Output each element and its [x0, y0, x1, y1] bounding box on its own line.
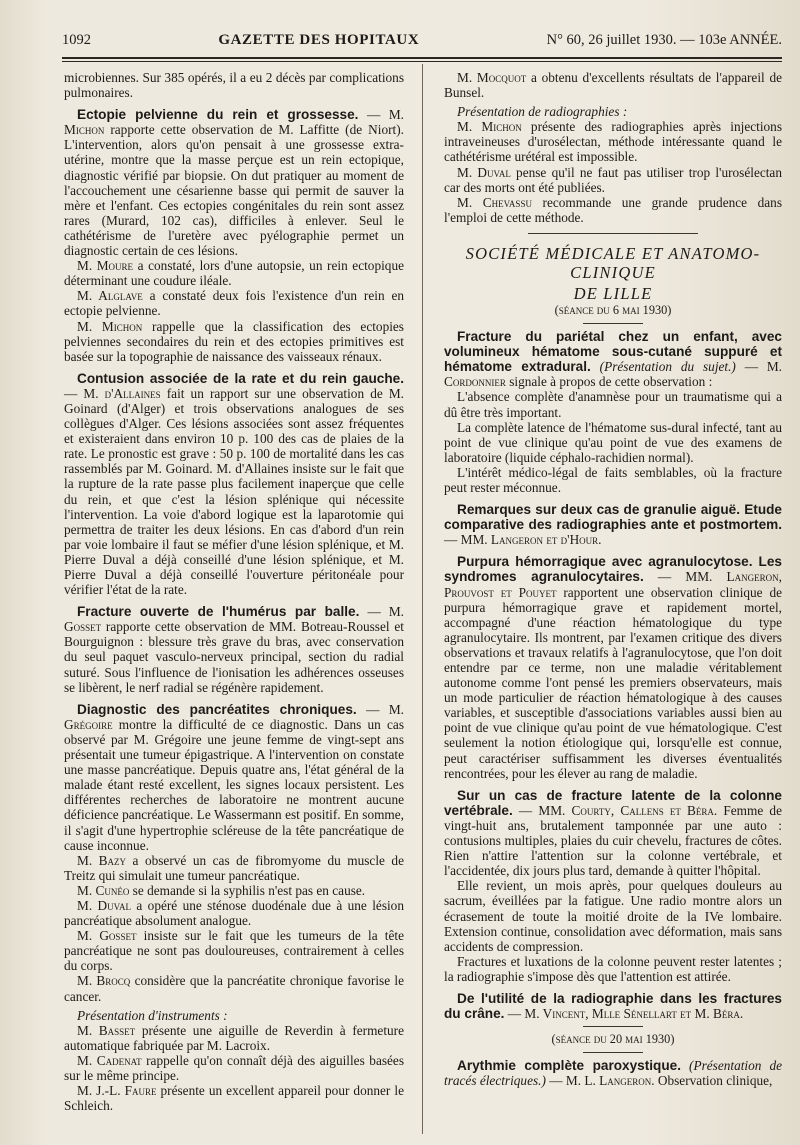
author: M. Cunéo: [77, 882, 130, 898]
author: M. Alglave: [77, 288, 143, 304]
article-body: rapportent une observation clinique de purpura hémorragique grave et rapidement mortel, accompagné d'une réaction hématologique du type agranulocytaire. Ils montrent, par l'examen critique des divers observations et travaux relatifs à l'agranulocytose, que l'on doit entendre par ce terme, non une maladie véritablement autonome comme l'ont pensé les premiers observateurs, mais un mode particulier de réaction hématologique à des causes variables, et susceptible d'associations variables aussi bien au point de vue clinique qu'au point de vue hématologique. C'est seulement la notion étiologique qui, lorsqu'elle est connue, peut caractériser suffisamment les diverses éventualités rencontrées, pour les élever au rang de maladie.: [444, 584, 782, 781]
article-title: Ectopie pelvienne du rein et grossesse.: [77, 107, 359, 123]
paragraph: M. Cadenat rappelle qu'on connaît déjà des aiguilles basées sur le même principe.: [64, 1052, 405, 1083]
article-title: Fracture du pariétal chez un enfant, avec volumineux hématome sous-cutané suppuré et hématome extradural.: [444, 329, 782, 375]
paragraph: microbiennes. Sur 385 opérés, il a eu 2 décès par complications pulmonaires.: [64, 70, 404, 101]
page-header: [62, 32, 782, 54]
author: M. Brocq: [77, 973, 131, 989]
author: M. Michon: [64, 107, 404, 138]
paragraph: La complète latence de l'hématome sus-dural infecté, tant au point de vue clinique qu'au point de vue des examens de laboratoire (liquide céphalo-rachidien normal).: [444, 419, 782, 465]
article-purpura: Purpura hémorragique avec agranulocytose. Les syndromes agranulocytaires. — MM. Langeron, Prouvost et Pouyet rapportent une observation clinique de purpura hémorragique grave et rapidement mortel, accompagné d'une réaction hématologique du type agranulocytaire. Ils montrent, par l'examen critique des divers observations et travaux relatifs à l'agranulocytose, que l'on doit entendre par ce terme, non une maladie véritablement autonome comme l'ont pensé les premiers observateurs, mais un mode particulier de réaction hématologique à des causes variables, et susceptible d'associations variables aussi bien au point de vue clinique qu'au point de vue hématologique. C'est seulement la notion étiologique qui, lorsqu'elle est connue, peut caractériser suffisamment les diverses éventualités rencontrées, pour les élever au rang de maladie.: [444, 554, 782, 781]
short-rule: [583, 323, 643, 324]
article-title: Fracture ouverte de l'humérus par balle.: [77, 604, 360, 620]
author: M. L. Langeron.: [565, 1073, 655, 1089]
paragraph: Fractures et luxations de la colonne peuvent rester latentes ; la radiographie s'impose dès que l'attention est attirée.: [444, 953, 782, 984]
session-date: (séance du 20 mai 1930): [551, 1032, 675, 1047]
paragraph: Elle revient, un mois après, pour quelques douleurs au sacrum, éveillées par la fatigue. Une radio montre alors un écrasement de toute la moitié droite de la IVe lombaire. Extension continue, consolidation avec déformation, mais sans accidents de compression.: [444, 878, 782, 954]
author: M. Bazy: [77, 852, 127, 868]
section-rule: [528, 233, 698, 234]
article-body: rapporte cette observation de M. Laffitte (de Niort). L'intervention, alors qu'on pensait à une grossesse extra-utérine, montre que la masse perçue est un rein ectopique, diagnostic vérifié par biopsie. On dut pratiquer au moment de l'accouchement une césarienne basse qui permit de sauver la mère et l'enfant. Ces ectopies congénitales du rein sont assez rares (Murard, 102 cas), difficiles à enlever. Seul le cathétérisme de l'uretère avec pyélographie permet un diagnostic certain de ces lésions.: [64, 122, 404, 259]
article-title: De l'utilité de la radiographie dans les fractures du crâne.: [444, 990, 782, 1022]
subsection-heading: Présentation de radiographies :: [457, 104, 628, 120]
author: M. Cadenat: [77, 1052, 142, 1068]
article-colonne: Sur un cas de fracture latente de la colonne vertébrale. — MM. Courty, Callens et Béra. Femme de vingt-huit ans, brutalement tamponnée par une auto : contusions multiples, plaies du cuir chevelu, fractures de côtes. Rien n'attire l'attention sur la colonne vertébrale, et l'accidentée, dix jours plus tard, demande à quitter l'hôpital.: [444, 787, 782, 879]
paragraph: L'intérêt médico-légal de faits semblables, où la fracture peut rester méconnue.: [444, 464, 782, 495]
author: M. Michon: [77, 318, 143, 334]
article-title: Purpura hémorragique avec agranulocytose. Les syndromes agranulocytaires.: [444, 554, 782, 585]
author: MM. Courty, Callens et Béra.: [538, 802, 718, 818]
paragraph: M. Basset présente une aiguille de Reverdin à fermeture automatique fabriquée par M. Lacroix.: [64, 1022, 404, 1053]
short-rule: [583, 1026, 643, 1027]
article-title: Contusion associée de la rate et du rein gauche.: [77, 370, 404, 386]
article-fracture-humerus: Fracture ouverte de l'humérus par balle. — M. Gosset rapporte cette observation de MM. Botreau-Roussel et Bourguignon : blessure très grave du bras, avec conservation du seul paquet vasculo-nerveux principal, section du radial suturé. Sous l'influence de l'ionisation les adhérences osseuses se libèrent, le nerf radial se régénère rapidement.: [64, 604, 404, 695]
paragraph: L'absence complète d'anamnèse pour un traumatisme qui a dû être très important.: [444, 389, 782, 420]
paragraph: M. Cunéo se demande si la syphilis n'est pas en cause.: [77, 882, 366, 898]
society-title-line2: DE LILLE: [573, 283, 653, 303]
author: M. J.-L. Faure: [77, 1083, 157, 1099]
author: M. Vincent, Mlle Sénellart et M. Béra.: [524, 1006, 744, 1022]
issue-info: N° 60, 26 juillet 1930. — 103e ANNÉE.: [546, 32, 782, 48]
article-utilite: De l'utilité de la radiographie dans les fractures du crâne. — M. Vincent, Mlle Sénellart et M. Béra.: [444, 990, 782, 1022]
society-title: SOCIÉTÉ MÉDICALE ET ANATOMO-CLINIQUE: [465, 243, 761, 282]
author: M. Mocquot: [457, 70, 527, 85]
author: M. Grégoire: [64, 701, 404, 732]
journal-title: GAZETTE DES HOPITAUX: [218, 32, 420, 48]
paragraph: M. J.-L. Faure présente un excellent appareil pour donner le Schleich.: [64, 1083, 404, 1114]
session-date: (séance du 6 mai 1930): [554, 302, 672, 317]
paragraph: M. Bazy a observé un cas de fibromyome du muscle de Treitz qui simulait une tumeur pancréatique.: [64, 852, 404, 883]
author: M. Gosset: [64, 604, 404, 635]
article-ectopie: Ectopie pelvienne du rein et grossesse. — M. Michon rapporte cette observation de M. Laffitte (de Niort). L'intervention, alors qu'on pensait à une grossesse extra-utérine, montre que la masse perçue est un rein ectopique, diagnostic vérifié par biopsie. On dut pratiquer au moment de l'accouchement une césarienne basse qui permit de sauver la mère et l'enfant. Ces ectopies congénitales du rein sont assez rares (Murard, 102 cas), difficiles à enlever. Seul le cathétérisme de l'uretère avec pyélographie permet un diagnostic certain de ces lésions.: [64, 107, 404, 259]
article-body: rapporte cette observation de MM. Botreau-Roussel et Bourguignon : blessure très grave du bras, avec conservation du seul paquet vasculo-nerveux principal, section du radial suturé. Sous l'influence de l'ionisation les adhérences osseuses se libèrent, le nerf radial se régénère rapidement.: [64, 619, 404, 695]
paragraph: M. Michon rappelle que la classification des ectopies pelviennes secondaires du rein et des ectopies primitives est basée sur la topographie de naissance des vaisseaux rénaux.: [64, 318, 404, 364]
article-title: Diagnostic des pancréatites chroniques.: [77, 701, 357, 717]
article-body: montre la difficulté de ce diagnostic. Dans un cas observé par M. Grégoire une jeune femme de vingt-sept ans présentait une tumeur épigastrique. A l'intervention on constate une masse pancréatique. Depuis quatre ans, l'état général de la malade étant resté excellent, les signes locaux persistent. Les différentes recherches de laboratoire ne montrent aucune déficience pancréatique. Le Wassermann est positif. En somme, il s'agit d'une hypertrophie scléreuse de la tête pancréatique de cause inconnue.: [64, 716, 404, 853]
author: MM. Langeron, Prouvost et Pouyet: [444, 569, 782, 600]
article-body: Femme de vingt-huit ans, brutalement tamponnée par une auto : contusions multiples, plaies du cuir chevelu, fractures de côtes. Rien n'attire l'attention sur la colonne vertébrale, et l'accidentée, dix jours plus tard, demande à quitter l'hôpital.: [444, 802, 782, 879]
article-title: Sur un cas de fracture latente de la colonne vertébrale.: [444, 787, 782, 818]
author: M. Moure: [77, 258, 134, 274]
paragraph: M. Mocquot a obtenu d'excellents résultats de l'appareil de Bunsel.: [444, 70, 783, 101]
article-body: fait un rapport sur une observation de M. Goinard (d'Alger) et trois observations analogues de ses collègues d'Alger. Ces lésions associées sont assez fréquentes et existeraient dans environ 10 p. 100 des cas de plaies de la rate. Le pronostic est grave : 50 p. 100 de mortalité dans les cas rassemblés par M. Goinard. M. d'Allaines insiste sur le fait que la rupture de la rate passe plus facilement inaperçue que celle du rein, et que c'est la lésion splénique qui nécessite l'intervention. La voie d'abord logique est la laparotomie qui permettra de traiter les deux lésions. En cas d'abord d'un rein par voie lombaire il faut se méfier d'une lésion splénique, et M. Pierre Duval a déjà conseillé d'une lésion splénique, et M. Pierre Duval a déjà conseillé l'ouverture péritonéale pour vérifier l'état de la rate.: [64, 385, 404, 598]
author: M. d'Allaines: [83, 385, 161, 401]
article-granulie: Remarques sur deux cas de granulie aiguë. Etude comparative des radiographies ante et postmortem. — MM. Langeron et d'Hour.: [444, 502, 782, 548]
author: M. Chevassu: [457, 194, 532, 210]
article-contusion: Contusion associée de la rate et du rein gauche. — M. d'Allaines fait un rapport sur une observation de M. Goinard (d'Alger) et trois observations analogues de ses collègues d'Alger. Ces lésions associées sont assez fréquentes et existeraient dans environ 10 p. 100 des cas de plaies de la rate. Le pronostic est grave : 50 p. 100 de mortalité dans les cas rassemblés par M. Goinard. M. d'Allaines insiste sur le fait que la rupture de la rate passe plus facilement inaperçue que celle du rein, et que c'est la lésion splénique qui nécessite l'intervention. La voie d'abord logique est la laparotomie qui permettra de traiter les deux lésions. En cas d'abord d'un rein par voie lombaire il faut se méfier d'une lésion splénique, et M. Pierre Duval a déjà conseillé d'une lésion splénique, et M. Pierre Duval a déjà conseillé l'ouverture péritonéale pour vérifier l'état de la rate.: [64, 370, 404, 598]
page-number: 1092: [62, 32, 91, 48]
paragraph: M. Brocq considère que la pancréatite chronique favorise le cancer.: [64, 973, 404, 1004]
paragraph: M. Duval pense qu'il ne faut pas utiliser trop l'urosélectan car des morts ont été publiées.: [444, 164, 782, 195]
article-title: Remarques sur deux cas de granulie aiguë. Etude comparative des radiographies ante et postmortem.: [444, 502, 782, 533]
paragraph: M. Gosset insiste sur le fait que les tumeurs de la tête pancréatique ne sont pas douloureuses, contrairement à celles du corps.: [64, 928, 404, 974]
paragraph: M. Moure a constaté, lors d'une autopsie, un rein ectopique déterminant une coudure iléale.: [64, 258, 404, 289]
header-rule-thin: [62, 61, 782, 62]
author: M. Michon: [457, 119, 522, 135]
author: M. Duval: [457, 164, 511, 180]
header-rule-thick: [62, 57, 782, 59]
paragraph: M. Michon présente des radiographies après injections intraveineuses d'urosélectan, méthode intéressante quand le cathétérisme urétéral est impossible.: [444, 119, 782, 165]
author: MM. Langeron et d'Hour.: [460, 532, 602, 548]
author: M. Cordonnier: [444, 359, 782, 390]
author: M. Duval: [77, 897, 131, 913]
column-divider: [422, 64, 423, 1134]
paragraph: M. Chevassu recommande une grande prudence dans l'emploi de cette méthode.: [444, 194, 783, 225]
article-pancreatites: Diagnostic des pancréatites chroniques. — M. Grégoire montre la difficulté de ce diagnostic. Dans un cas observé par M. Grégoire une jeune femme de vingt-sept ans présentait une tumeur épigastrique. A l'intervention on constate une masse pancréatique. Depuis quatre ans, l'état général de la malade étant resté excellent, les signes locaux persistent. Les différentes recherches de laboratoire ne montrent aucune déficience pancréatique. Le Wassermann est positif. En somme, il s'agit d'une hypertrophie scléreuse de la tête pancréatique de cause inconnue.: [64, 701, 404, 853]
author: M. Gosset: [77, 928, 137, 944]
article-arythmie: Arythmie complète paroxystique. (Présentation de tracés électriques.) — M. L. Langeron. Observation clinique,: [444, 1058, 783, 1089]
article-fracture-parietal: Fracture du pariétal chez un enfant, avec volumineux hématome sous-cutané suppuré et hématome extradural. (Présentation du sujet.) — M. Cordonnier signale à propos de cette observation :: [444, 329, 782, 390]
article-title: Arythmie complète paroxystique.: [457, 1058, 681, 1074]
left-column: [64, 70, 404, 1113]
paragraph: M. Alglave a constaté deux fois l'existence d'un rein en ectopie pelvienne.: [64, 288, 404, 319]
author: M. Basset: [77, 1022, 136, 1038]
paragraph: M. Duval a opéré une sténose duodénale due à une lésion pancréatique absolument analogue.: [64, 897, 404, 929]
subsection-heading: Présentation d'instruments :: [77, 1007, 228, 1023]
short-rule: [583, 1052, 643, 1053]
right-column: [444, 70, 782, 1088]
